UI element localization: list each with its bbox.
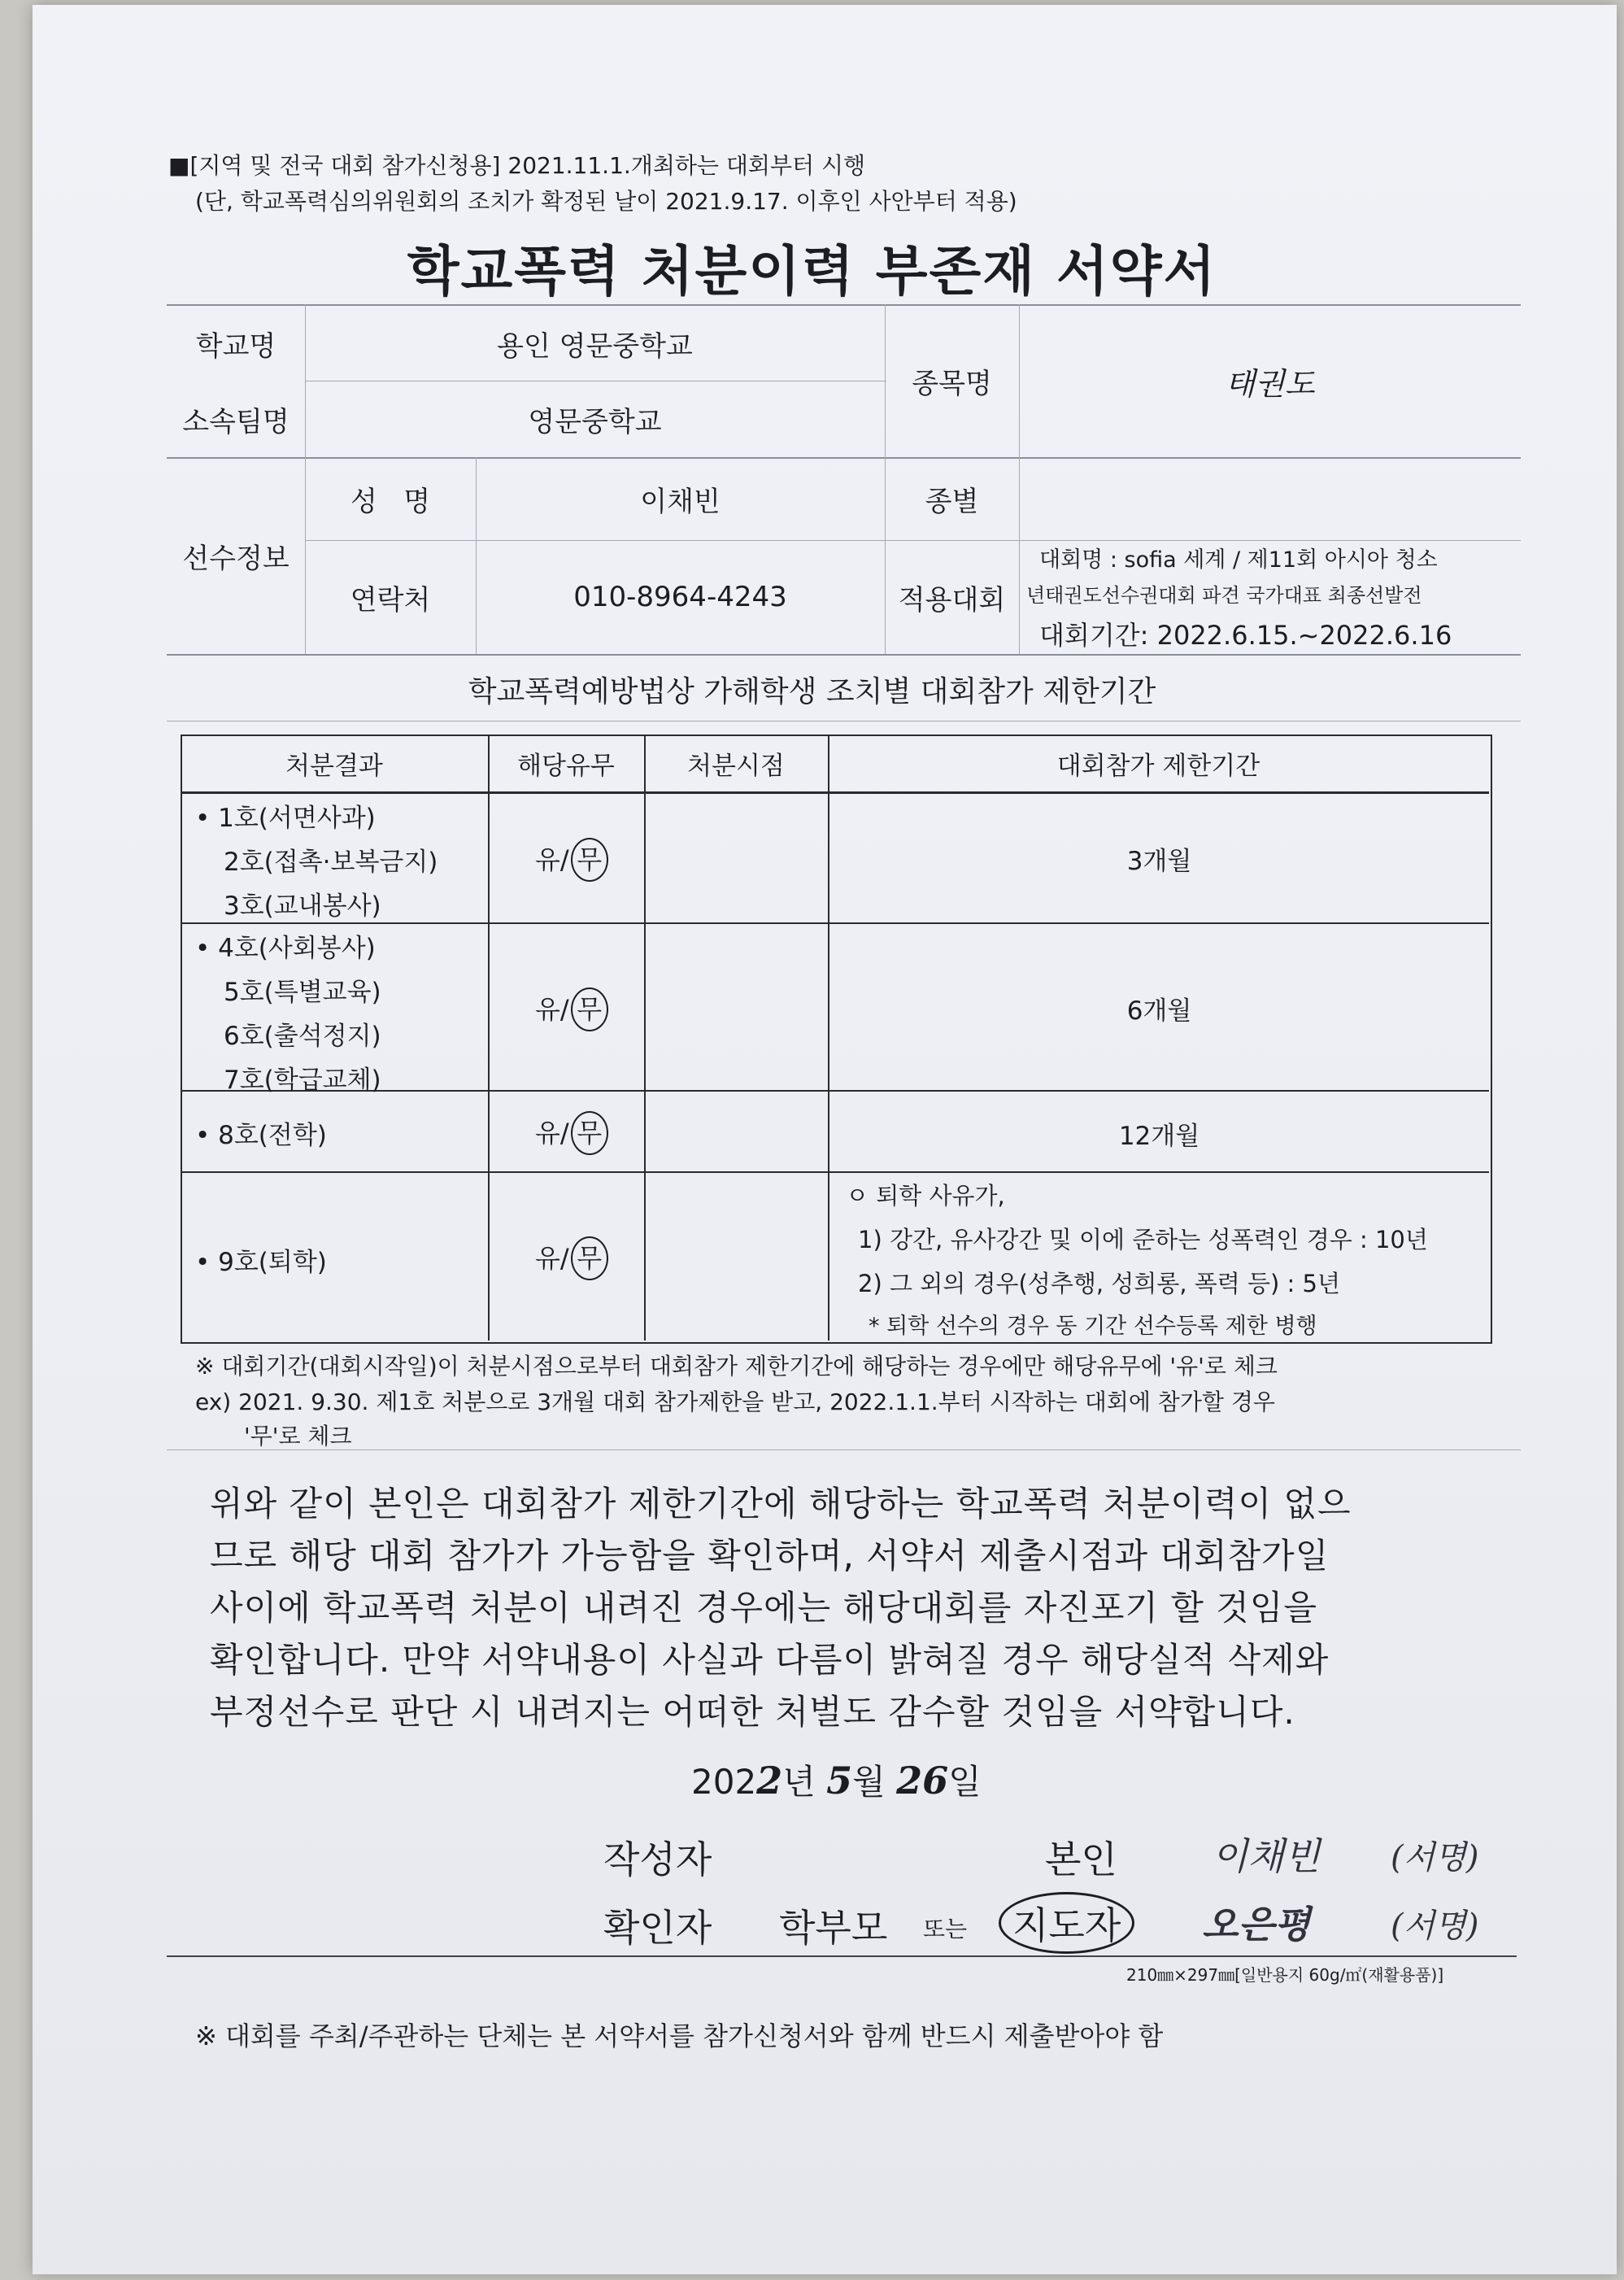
applicable-check: 유/ 무 <box>535 987 608 1031</box>
pledge-line: 부정선수로 판단 시 내려지는 어떠한 처벌도 감수할 것임을 서약합니다. <box>210 1692 1295 1732</box>
parent-label: 학부모 <box>779 1906 888 1950</box>
self-signature: (서명) <box>1391 1839 1479 1877</box>
table-col-border <box>644 735 646 1341</box>
result-item: 3호(교내봉사) <box>224 892 381 921</box>
table-note-example: '무'로 체크 <box>244 1423 352 1450</box>
restriction-period: 3개월 <box>1126 846 1192 876</box>
circled-no: 무 <box>571 1236 608 1280</box>
contact-label: 연락처 <box>350 583 431 617</box>
pledge-line: 사이에 학교폭력 처분이 내려진 경우에는 해당대회를 자진포기 할 것임을 <box>210 1588 1317 1628</box>
pledge-date: 2022년 5월 26일 <box>691 1759 982 1803</box>
circled-no: 무 <box>571 987 608 1031</box>
signature-bottom-border <box>167 1955 1517 1957</box>
pledge-line: 확인합니다. 만약 서약내용이 사실과 다름이 밝혀질 경우 해당실적 삭제와 <box>210 1640 1330 1680</box>
page-title: 학교폭력 처분이력 부존재 서약서 <box>407 240 1217 303</box>
header-result: 처분결과 <box>285 751 383 781</box>
table-note: ※ 대회기간(대회시작일)이 처분시점으로부터 대회참가 제한기간에 해당하는 경우에만 해당유무에 '유'로 체크 <box>195 1353 1278 1380</box>
applicable-check: 유/ 무 <box>535 1236 608 1280</box>
competition-name-line-1: 대회명 : sofia 세계 / 제11회 아시아 청소 <box>1039 547 1438 573</box>
or-label: 또는 <box>923 1916 968 1942</box>
paper-spec: 210㎜×297㎜[일반용지 60g/㎡(재활용품)] <box>1126 1965 1444 1985</box>
table-row-border <box>181 922 1489 924</box>
player-info-label: 선수정보 <box>182 542 290 575</box>
expulsion-detail: 1) 강간, 유사강간 및 이에 준하는 성폭력인 경우 : 10년 <box>858 1226 1428 1253</box>
header-disposition-date: 처분시점 <box>687 751 785 781</box>
pledge-line: 위와 같이 본인은 대회참가 제한기간에 해당하는 학교폭력 처분이력이 없으 <box>210 1484 1352 1524</box>
notice-line-2: (단, 학교폭력심의위원회의 조치가 확정된 날이 2021.9.17. 이후인 사안부터 적용) <box>195 188 1017 215</box>
pledge-line: 므로 해당 대회 참가가 가능함을 확인하며, 서약서 제출시점과 대회참가일 <box>210 1536 1330 1576</box>
gender-value <box>1019 457 1521 540</box>
info-bottom-border <box>167 654 1521 656</box>
circled-no: 무 <box>571 1111 608 1155</box>
result-item: • 4호(사회봉사) <box>195 934 376 963</box>
notice-line-1: ■[지역 및 전국 대회 참가신청용] 2021.11.1.개최하는 대회부터 시행 <box>168 152 866 179</box>
team-value: 영문중학교 <box>528 405 662 438</box>
coach-signature: (서명) <box>1391 1907 1479 1945</box>
table-col-border <box>828 735 829 1341</box>
circled-no: 무 <box>571 838 608 882</box>
competition-period: 대회기간: 2022.6.15.~2022.6.16 <box>1039 620 1452 651</box>
footnote: ※ 대회를 주최/주관하는 단체는 본 서약서를 참가신청서와 함께 반드시 제출받아야 함 <box>195 2021 1164 2051</box>
result-item: 5호(특별교육) <box>224 978 381 1007</box>
applicable-check: 유/ 무 <box>535 1111 608 1155</box>
result-item: 6호(출석정지) <box>224 1022 381 1051</box>
table-row-border <box>181 1171 1489 1173</box>
expulsion-detail: ㅇ 퇴학 사유가, <box>846 1182 1005 1210</box>
gender-label: 종별 <box>925 485 979 518</box>
table-col-border <box>488 735 490 1341</box>
event-label: 종목명 <box>912 367 992 400</box>
confirmer-label: 확인자 <box>603 1906 712 1950</box>
table-header-border <box>181 791 1489 794</box>
coach-label-circled: 지도자 <box>999 1892 1134 1954</box>
expulsion-detail: 2) 그 외의 경우(성추행, 성희롱, 폭력 등) : 5년 <box>858 1270 1341 1297</box>
restriction-period: 12개월 <box>1118 1121 1200 1151</box>
restriction-period: 6개월 <box>1126 996 1192 1026</box>
restriction-subtitle: 학교폭력예방법상 가해학생 조치별 대회참가 제한기간 <box>468 675 1156 708</box>
competition-label: 적용대회 <box>898 583 1006 617</box>
school-label: 학교명 <box>195 329 276 363</box>
name-label: 성 명 <box>350 485 431 518</box>
name-value: 이채빈 <box>640 485 721 518</box>
self-label: 본인 <box>1045 1838 1117 1881</box>
self-name-handwritten: 이채빈 <box>1212 1834 1321 1878</box>
header-applicable: 해당유무 <box>517 751 615 781</box>
result-item: 7호(학급교체) <box>224 1066 381 1095</box>
result-item: • 8호(전학) <box>195 1121 327 1150</box>
coach-name-handwritten: 오은평 <box>1202 1903 1311 1947</box>
applicable-check: 유/ 무 <box>535 838 608 882</box>
writer-label: 작성자 <box>603 1838 712 1881</box>
school-value: 용인 영문중학교 <box>497 329 693 363</box>
contact-value: 010-8964-4243 <box>573 581 787 613</box>
result-item: • 1호(서면사과) <box>195 804 376 833</box>
event-value: 태권도 <box>1225 365 1315 402</box>
competition-name-line-2: 년태권도선수권대회 파견 국가대표 최종선발전 <box>1026 584 1422 607</box>
result-item: 2호(접촉·보복금지) <box>224 848 438 877</box>
expulsion-detail: * 퇴학 선수의 경우 동 기간 선수등록 제한 병행 <box>869 1314 1317 1339</box>
header-restriction-period: 대회참가 제한기간 <box>1056 751 1260 781</box>
table-note-example: ex) 2021. 9.30. 제1호 처분으로 3개월 대회 참가제한을 받고, 2022.1.1.부터 시작하는 대회에 참가할 경우 <box>195 1388 1275 1415</box>
result-item: • 9호(퇴학) <box>195 1248 327 1277</box>
team-label: 소속팀명 <box>182 405 290 438</box>
